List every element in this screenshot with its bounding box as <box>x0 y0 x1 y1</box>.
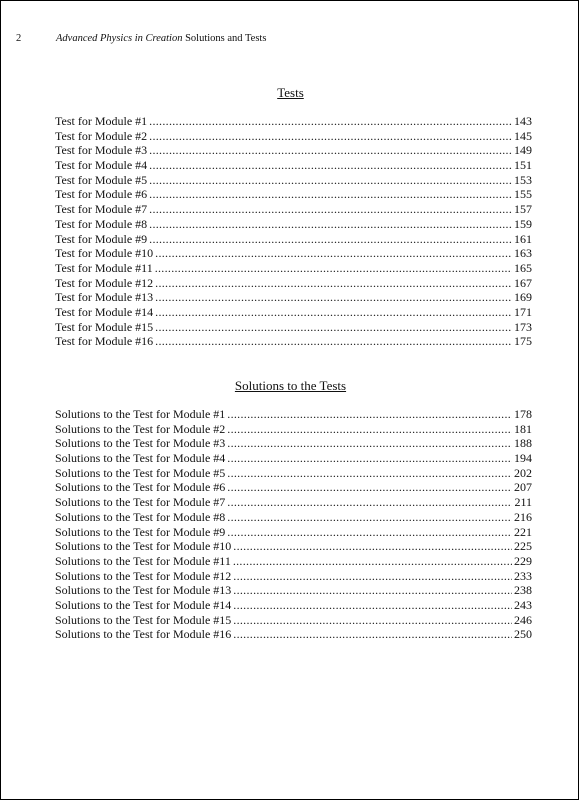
dot-leader <box>227 466 512 481</box>
toc-entry <box>55 598 532 613</box>
toc-entry-label: Test for Module #4 <box>55 158 148 173</box>
toc-entry-label: Test for Module #8 <box>55 216 148 231</box>
dot-leader <box>155 276 512 291</box>
toc-entry <box>55 451 532 466</box>
toc-entry-page: 145 <box>514 128 532 143</box>
toc-entry <box>55 232 532 247</box>
dot-leader <box>227 525 512 540</box>
tests-toc <box>55 114 532 349</box>
solutions-heading: Solutions to the Tests <box>234 378 347 393</box>
toc-entry <box>55 217 532 232</box>
toc-entry-label: Test for Module #11 <box>55 260 153 275</box>
toc-entry-label: Solutions to the Test for Module #11 <box>55 553 231 568</box>
dot-leader <box>155 320 512 335</box>
toc-entry-page: 188 <box>514 436 532 451</box>
toc-entry-label: Test for Module #13 <box>55 290 154 305</box>
toc-entry-page: 151 <box>514 158 532 173</box>
toc-entry-page: 202 <box>514 465 532 480</box>
toc-entry-label: Test for Module #10 <box>55 246 154 261</box>
dot-leader <box>227 451 512 466</box>
toc-entry-label: Test for Module #14 <box>55 304 154 319</box>
dot-leader <box>149 173 512 188</box>
toc-entry-page: 149 <box>514 143 532 158</box>
toc-entry-page: 155 <box>514 187 532 202</box>
dot-leader <box>155 305 512 320</box>
dot-leader <box>233 613 512 628</box>
toc-entry-label: Solutions to the Test for Module #7 <box>55 495 226 510</box>
toc-entry-label: Solutions to the Test for Module #15 <box>55 612 232 627</box>
toc-entry-page: 163 <box>514 246 532 261</box>
toc-entry <box>55 466 532 481</box>
toc-entry-page: 181 <box>514 421 532 436</box>
toc-entry <box>55 290 532 305</box>
toc-entry <box>55 334 532 349</box>
toc-entry <box>55 480 532 495</box>
toc-entry <box>55 129 532 144</box>
toc-entry-label: Solutions to the Test for Module #13 <box>55 583 232 598</box>
toc-entry-label: Test for Module #15 <box>55 319 154 334</box>
dot-leader <box>149 129 512 144</box>
toc-entry-label: Solutions to the Test for Module #6 <box>55 480 226 495</box>
toc-entry-label: Test for Module #16 <box>55 334 154 349</box>
toc-entry-page: 233 <box>514 568 532 583</box>
toc-entry-page: 143 <box>514 114 532 128</box>
dot-leader <box>155 290 512 305</box>
dot-leader <box>227 480 512 495</box>
dot-leader <box>233 539 512 554</box>
toc-entry <box>55 202 532 217</box>
toc-entry-label: Solutions to the Test for Module #16 <box>55 627 232 642</box>
dot-leader <box>233 598 512 613</box>
toc-entry-page: 159 <box>514 216 532 231</box>
dot-leader <box>149 143 512 158</box>
toc-entry-page: 194 <box>514 451 532 466</box>
toc-entry <box>55 407 532 422</box>
toc-entry <box>55 114 532 129</box>
toc-entry <box>55 583 532 598</box>
toc-entry-page: 173 <box>514 319 532 334</box>
toc-entry-page: 225 <box>514 539 532 554</box>
toc-entry-page: 207 <box>514 480 532 495</box>
dot-leader <box>233 554 512 569</box>
dot-leader <box>155 334 512 349</box>
toc-entry-label: Test for Module #12 <box>55 275 154 290</box>
toc-entry-page: 211 <box>514 495 532 510</box>
toc-entry <box>55 569 532 584</box>
toc-entry-page: 175 <box>514 334 532 349</box>
toc-entry-label: Solutions to the Test for Module #10 <box>55 539 232 554</box>
toc-entry-label: Solutions to the Test for Module #14 <box>55 597 232 612</box>
toc-entry-label: Solutions to the Test for Module #4 <box>55 451 226 466</box>
toc-entry-label: Solutions to the Test for Module #1 <box>55 407 226 421</box>
book-title: Advanced Physics in Creation <box>56 33 183 44</box>
toc-entry <box>55 261 532 276</box>
toc-entry-label: Test for Module #1 <box>55 114 148 128</box>
toc-entry <box>55 525 532 540</box>
toc-entry-page: 161 <box>514 231 532 246</box>
dot-leader <box>149 217 512 232</box>
toc-entry-label: Test for Module #3 <box>55 143 148 158</box>
toc-entry-label: Test for Module #6 <box>55 187 148 202</box>
toc-entry <box>55 143 532 158</box>
dot-leader <box>233 569 512 584</box>
dot-leader <box>149 232 512 247</box>
toc-entry <box>55 158 532 173</box>
dot-leader <box>227 436 512 451</box>
toc-entry-page: 169 <box>514 290 532 305</box>
toc-entry-label: Solutions to the Test for Module #2 <box>55 421 226 436</box>
toc-entry-page: 165 <box>514 260 532 275</box>
toc-entry <box>55 305 532 320</box>
dot-leader <box>149 158 512 173</box>
toc-entry-page: 229 <box>514 553 532 568</box>
dot-leader <box>227 407 512 422</box>
toc-entry-page: 243 <box>514 597 532 612</box>
toc-entry <box>55 539 532 554</box>
toc-entry-label: Solutions to the Test for Module #12 <box>55 568 232 583</box>
dot-leader <box>227 510 512 525</box>
toc-entry <box>55 276 532 291</box>
header-subtitle: Solutions and Tests <box>185 33 267 44</box>
toc-entry-page: 238 <box>514 583 532 598</box>
toc-entry-label: Test for Module #7 <box>55 202 148 217</box>
toc-entry-page: 178 <box>514 407 532 421</box>
dot-leader <box>149 187 512 202</box>
toc-entry-label: Solutions to the Test for Module #3 <box>55 436 226 451</box>
toc-entry-label: Test for Module #5 <box>55 172 148 187</box>
tests-heading: Tests <box>277 85 304 100</box>
toc-entry <box>55 495 532 510</box>
toc-entry-label: Solutions to the Test for Module #9 <box>55 524 226 539</box>
dot-leader <box>227 422 512 437</box>
toc-entry-page: 171 <box>514 304 532 319</box>
toc-entry-page: 221 <box>514 524 532 539</box>
dot-leader <box>149 114 512 129</box>
toc-entry-label: Solutions to the Test for Module #8 <box>55 509 226 524</box>
toc-entry-page: 250 <box>514 627 532 642</box>
toc-entry <box>55 320 532 335</box>
toc-entry <box>55 627 532 642</box>
toc-entry-label: Solutions to the Test for Module #5 <box>55 465 226 480</box>
toc-entry <box>55 187 532 202</box>
running-header <box>16 33 563 44</box>
toc-entry-page: 167 <box>514 275 532 290</box>
toc-entry <box>55 246 532 261</box>
toc-entry-page: 246 <box>514 612 532 627</box>
toc-entry <box>55 613 532 628</box>
toc-entry <box>55 422 532 437</box>
toc-entry <box>55 510 532 525</box>
dot-leader <box>233 627 512 642</box>
toc-entry-page: 157 <box>514 202 532 217</box>
page-number: 2 <box>16 33 22 44</box>
dot-leader <box>155 261 512 276</box>
toc-entry <box>55 554 532 569</box>
dot-leader <box>149 202 512 217</box>
toc-entry-label: Test for Module #9 <box>55 231 148 246</box>
dot-leader <box>233 583 512 598</box>
dot-leader <box>227 495 512 510</box>
solutions-toc <box>55 407 532 642</box>
toc-entry-label: Test for Module #2 <box>55 128 148 143</box>
toc-entry <box>55 173 532 188</box>
toc-entry <box>55 436 532 451</box>
dot-leader <box>155 246 512 261</box>
toc-entry-page: 153 <box>514 172 532 187</box>
toc-entry-page: 216 <box>514 509 532 524</box>
